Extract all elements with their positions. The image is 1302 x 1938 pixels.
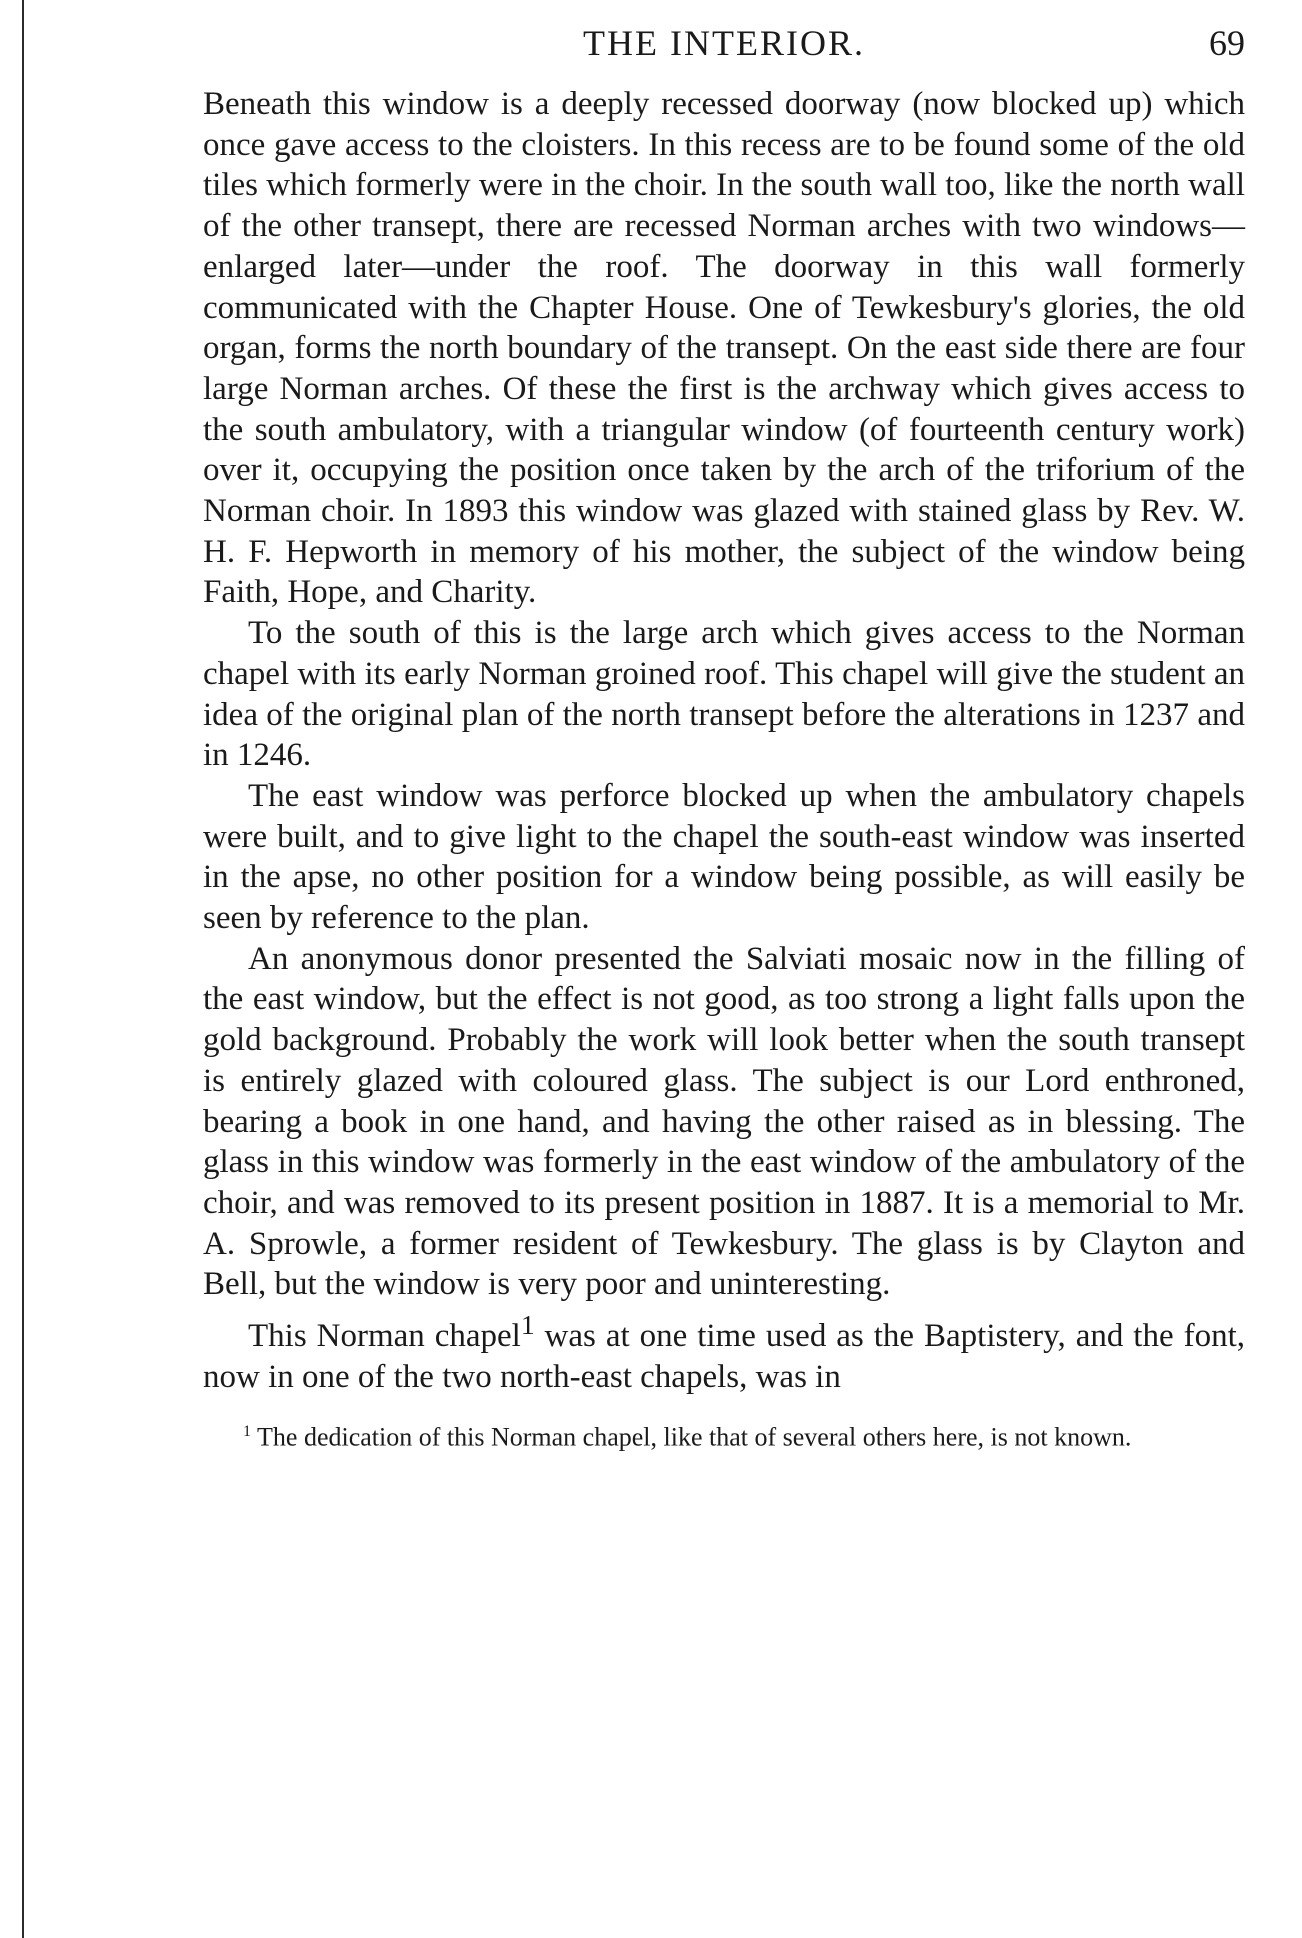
paragraph-continues [203, 1305, 1245, 1397]
paragraph-text-start: This Norman chapel [248, 1318, 521, 1355]
paragraph: The east window was perforce blocked up when the ambulatory chapels were built, and to give light to the chapel the south-east window was inserted in the apse, no other position for a window being possible, as will easily be seen by reference to the plan. [203, 777, 1245, 937]
page-header [203, 22, 1245, 74]
footnote-reference: 1 [520, 1309, 535, 1341]
paragraph: Beneath this window is a deeply recessed doorway (now blocked up) which once gave access to the cloisters. In this recess are to be found some of the old tiles which formerly were in the choir. In the south wall too, like the north wall of the other transept, there are recessed Norman arches with two windows—enlarged later—under the roof. The doorway in this wall formerly communicated with the Chapter House. One of Tewkesbury's glories, the old organ, forms the north boundary of the transept. On the east side there are four large Norman arches. Of these the first is the archway which gives access to the south ambulatory, with a triangular window (of fourteenth century work) over it, occupying the position once taken by the arch of the triforium of the Norman choir. In 1893 this window was glazed with stained glass by Rev. W. H. F. Hepworth in memory of his mother, the subject of the window being Faith, Hope, and Charity. [203, 86, 1245, 611]
paragraph-text-end: was at one time used as the Baptistery, and the font, now in one of the two north-east chapels, was in [203, 1318, 1245, 1395]
footnote [203, 1416, 1245, 1453]
page-number: 69 [1209, 23, 1245, 63]
body-text [203, 84, 1245, 1398]
paragraph: To the south of this is the large arch which gives access to the Norman chapel with its early Norman groined roof. This chapel will give the student an idea of the original plan of the north transept before the alterations in 1237 and in 1246. [203, 615, 1245, 774]
paragraph: An anonymous donor presented the Salviati mosaic now in the filling of the east window, but the effect is not good, as too strong a light falls upon the gold background. Probably the work will look better when the south transept is entirely glazed with coloured glass. The subject is our Lord enthroned, bearing a book in one hand, and having the other raised as in blessing. The glass in this window was formerly in the east window of the ambulatory of the choir, and was removed to its present position in 1887. It is a memorial to Mr. A. Sprowle, a former resident of Tewkesbury. The glass is by Clayton and Bell, but the window is very poor and uninteresting. [203, 940, 1245, 1303]
book-page [203, 22, 1245, 1452]
running-title: THE INTERIOR. [583, 23, 865, 63]
footnote-mark: 1 [243, 1422, 251, 1440]
gutter-line [22, 0, 24, 1938]
footnote-text: The dedication of this Norman chapel, like that of several others here, is not known. [251, 1422, 1132, 1452]
